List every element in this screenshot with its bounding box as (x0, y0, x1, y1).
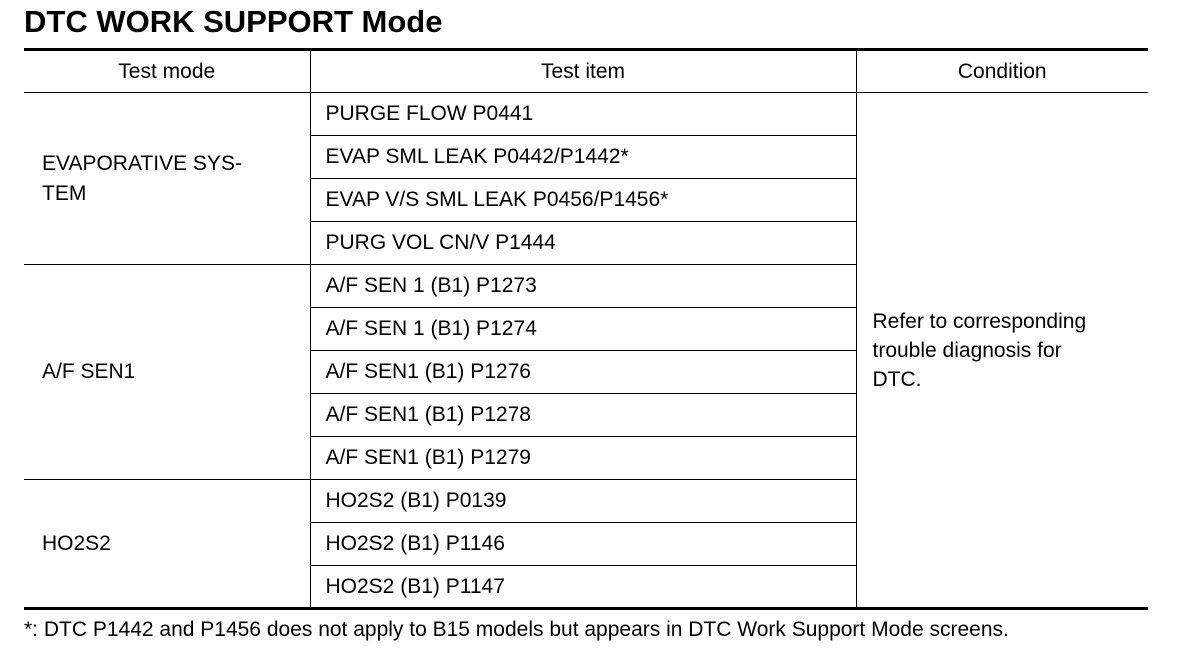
page-title: DTC WORK SUPPORT Mode (24, 4, 443, 39)
header-test-mode: Test mode (118, 59, 216, 83)
footnote: *: DTC P1442 and P1456 does not apply to B15 models but appears in DTC Work Support Mode screens. (24, 618, 1009, 641)
test-mode-ho2s2 (24, 480, 310, 609)
header-condition: Condition (856, 50, 1148, 93)
test-mode-af-sen1 (24, 265, 310, 480)
test-item: PURGE FLOW P0441 (310, 93, 856, 136)
test-mode-label: A/F SEN1 (42, 360, 136, 383)
condition-text: Refer to corresponding trouble diagnosis for DTC. (872, 309, 1087, 391)
test-item: EVAP SML LEAK P0442/P1442* (310, 136, 856, 179)
test-item: A/F SEN 1 (B1) P1273 (310, 265, 856, 308)
dtc-work-support-table (24, 48, 1148, 610)
test-item: A/F SEN1 (B1) P1276 (310, 351, 856, 394)
test-item: A/F SEN1 (B1) P1279 (310, 437, 856, 480)
test-mode-evaporative-system (24, 93, 310, 265)
test-mode-label: EVAPORATIVE SYS- TEM (42, 151, 242, 205)
header-test-item: Test item (310, 50, 856, 93)
test-item: HO2S2 (B1) P1147 (310, 566, 856, 609)
condition-cell (856, 93, 1148, 609)
table-row (24, 93, 1148, 136)
test-item: PURG VOL CN/V P1444 (310, 222, 856, 265)
test-item: A/F SEN 1 (B1) P1274 (310, 308, 856, 351)
table-header-row (24, 50, 1148, 93)
test-item: HO2S2 (B1) P0139 (310, 480, 856, 523)
test-item: A/F SEN1 (B1) P1278 (310, 394, 856, 437)
test-mode-label: HO2S2 (42, 531, 111, 555)
test-item: HO2S2 (B1) P1146 (310, 523, 856, 566)
test-item: EVAP V/S SML LEAK P0456/P1456* (310, 179, 856, 222)
